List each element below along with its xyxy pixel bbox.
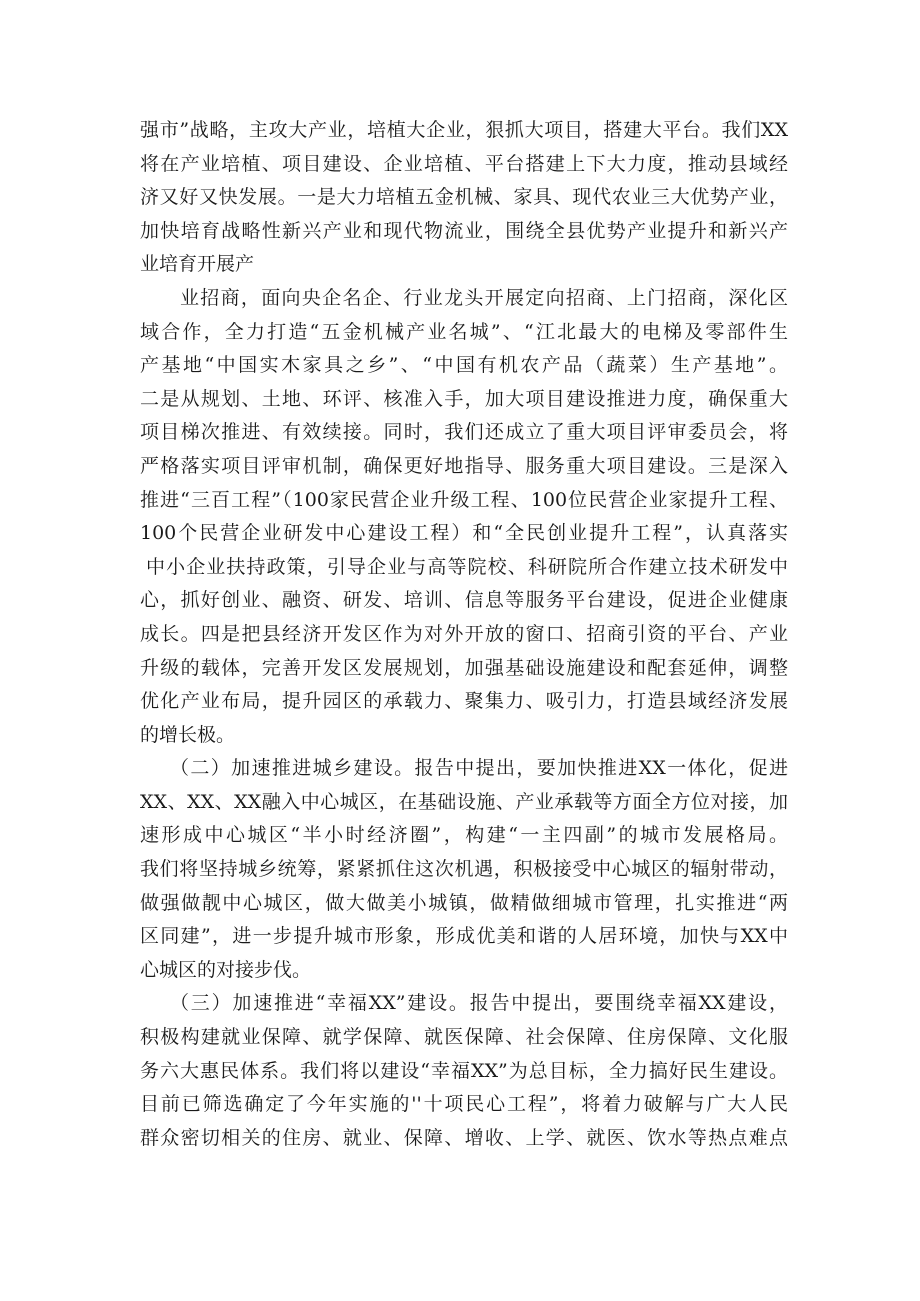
text-line: 域合作，全力打造“五金机械产业名城”、“江北最大的电梯及零部件生 bbox=[140, 320, 788, 343]
text-line: 强市”战略，主攻大产业，培植大企业，狠抓大项目，搭建大平台。我们XX bbox=[140, 119, 788, 141]
paragraph-urban-rural bbox=[140, 752, 788, 987]
document-body bbox=[140, 114, 788, 1155]
paragraph-strategy bbox=[140, 114, 788, 282]
text-line: 区同建”，进一步提升城市形象，形成优美和谐的人居环境，加快与XX中 bbox=[140, 925, 788, 948]
text-line: 升级的载体，完善开发区发展规划，加强基础设施建设和配套延伸，调整 bbox=[140, 656, 788, 679]
text-line: 中小企业扶持政策，引导企业与高等院校、科研院所合作建立技术研发中 bbox=[146, 555, 788, 578]
text-line: 加快培育战略性新兴产业和现代物流业，围绕全县优势产业提升和新兴产 bbox=[140, 219, 788, 242]
section-heading-line: （二）加速推进城乡建设。报告中提出，要加快推进XX一体化，促进 bbox=[170, 757, 788, 780]
text-line: 推进“三百工程”（100家民营企业升级工程、100位民营企业家提升工程、 bbox=[140, 488, 788, 511]
paragraph-investment bbox=[140, 282, 788, 752]
text-line: 产基地“中国实木家具之乡”、“中国有机农产品（蔬菜）生产基地”。 bbox=[140, 354, 788, 377]
text-line: 济又好又快发展。一是大力培植五金机械、家具、现代农业三大优势产业， bbox=[140, 186, 788, 209]
text-line: 做强做靓中心城区，做大做美小城镇，做精做细城市管理，扎实推进“两 bbox=[140, 891, 788, 914]
text-line: 目前已筛选确定了今年实施的''十项民心工程”，将着力破解与广大人民 bbox=[140, 1093, 788, 1116]
text-line: XX、XX、XX融入中心城区，在基础设施、产业承载等方面全方位对接，加 bbox=[140, 790, 788, 813]
text-line: 务六大惠民体系。我们将以建设“幸福XX”为总目标，全力搞好民生建设。 bbox=[140, 1059, 788, 1082]
text-line: 优化产业布局，提升园区的承载力、聚集力、吸引力，打造县域经济发展 bbox=[140, 690, 788, 713]
text-line: 心城区的对接步伐。 bbox=[140, 958, 312, 981]
text-line: 的增长极。 bbox=[140, 723, 236, 746]
section-heading-line: （三）加速推进“幸福XX”建设。报告中提出，要围绕幸福XX建设， bbox=[170, 992, 788, 1015]
text-line: 速形成中心城区“半小时经济圈”，构建“一主四副”的城市发展格局。 bbox=[140, 824, 788, 847]
text-line: 100个民营企业研发中心建设工程）和“全民创业提升工程”，认真落实 bbox=[140, 522, 788, 545]
text-line: 心，抓好创业、融资、研发、培训、信息等服务平台建设，促进企业健康 bbox=[140, 589, 788, 612]
text-line: 项目梯次推进、有效续接。同时，我们还成立了重大项目评审委员会，将 bbox=[140, 421, 788, 444]
text-line: 严格落实项目评审机制，确保更好地指导、服务重大项目建设。三是深入 bbox=[140, 454, 788, 477]
text-line: 二是从规划、土地、环评、核准入手，加大项目建设推进力度，确保重大 bbox=[140, 387, 788, 410]
text-line: 业培育开展产 bbox=[140, 253, 255, 276]
text-line: 业招商，面向央企名企、行业龙头开展定向招商、上门招商，深化区 bbox=[180, 286, 788, 309]
text-line: 群众密切相关的住房、就业、保障、增收、上学、就医、饮水等热点难点 bbox=[140, 1126, 788, 1149]
text-line: 我们将坚持城乡统筹，紧紧抓住这次机遇，积极接受中心城区的辐射带动， bbox=[140, 858, 788, 881]
paragraph-happiness bbox=[140, 987, 788, 1155]
text-line: 积极构建就业保障、就学保障、就医保障、社会保障、住房保障、文化服 bbox=[140, 1026, 788, 1049]
text-line: 成长。四是把县经济开发区作为对外开放的窗口、招商引资的平台、产业 bbox=[140, 622, 788, 645]
text-line: 将在产业培植、项目建设、企业培植、平台搭建上下大力度，推动县域经 bbox=[140, 152, 788, 175]
